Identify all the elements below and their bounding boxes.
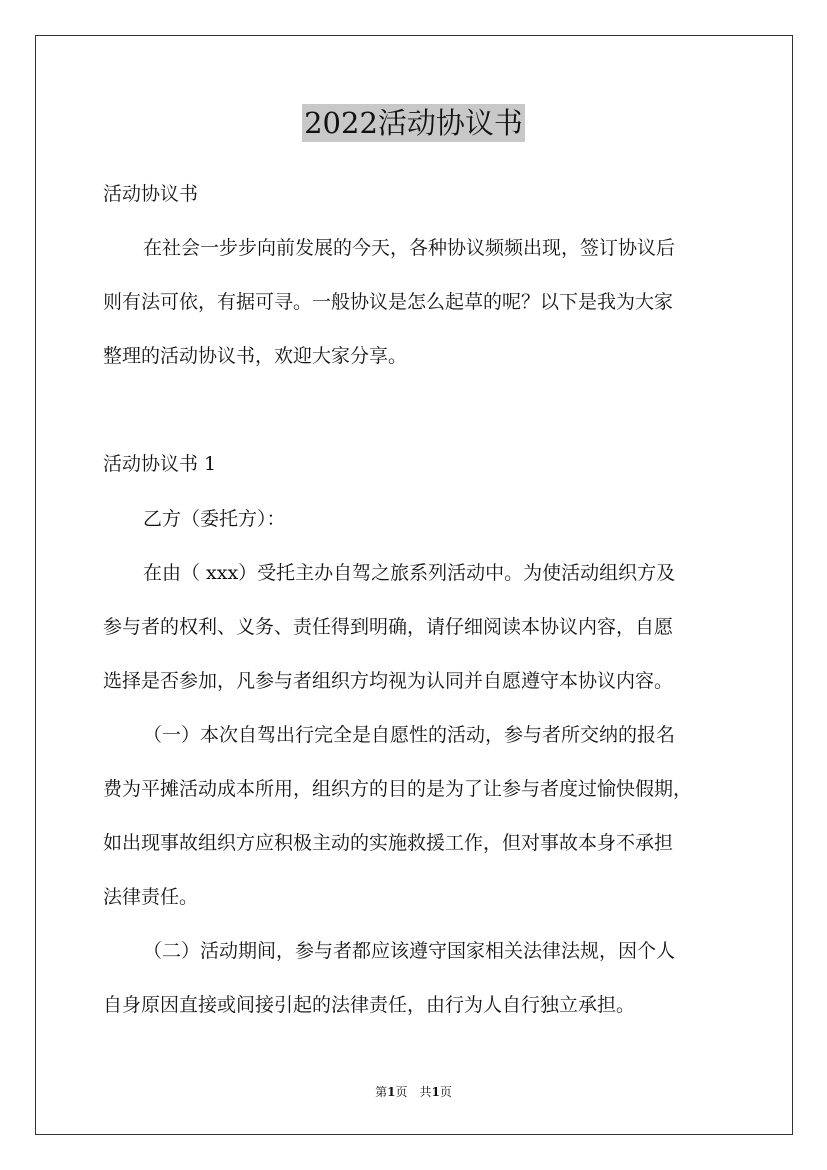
document-subtitle: 活动协议书 xyxy=(103,183,199,205)
footer-middle: 页 共 xyxy=(395,1085,432,1099)
footer-page-number: 1 xyxy=(387,1085,396,1099)
footer-prefix: 第 xyxy=(375,1085,388,1099)
footer-total-pages: 1 xyxy=(431,1085,440,1099)
body-line-8: （二）活动期间，参与者都应该遵守国家相关法律法规，因个人 xyxy=(143,940,676,962)
body-line-5: 费为平摊活动成本所用，组织方的目的是为了让参与者度过愉快假期， xyxy=(103,778,693,800)
body-line-4: （一）本次自驾出行完全是自愿性的活动，参与者所交纳的报名 xyxy=(143,724,676,746)
footer-suffix: 页 xyxy=(439,1085,452,1099)
intro-line-3: 整理的活动协议书，欢迎大家分享。 xyxy=(103,345,408,367)
title-container xyxy=(0,104,827,142)
body-line-3: 选择是否参加，凡参与者组织方均视为认同并自愿遵守本协议内容。 xyxy=(103,670,674,692)
section-heading: 活动协议书 1 xyxy=(103,453,217,475)
body-line-6: 如出现事故组织方应积极主动的实施救援工作，但对事故本身不承担 xyxy=(103,832,674,854)
intro-line-2: 则有法可依，有据可寻。一般协议是怎么起草的呢？以下是我为大家 xyxy=(103,291,674,313)
document-title: 2022活动协议书 xyxy=(304,106,523,140)
body-line-1: 在由（ xxx）受托主办自驾之旅系列活动中。为使活动组织方及 xyxy=(143,562,676,584)
page-footer xyxy=(0,1084,827,1100)
body-line-2: 参与者的权利、义务、责任得到明确，请仔细阅读本协议内容，自愿 xyxy=(103,616,674,638)
party-b-label: 乙方（委托方）： xyxy=(143,508,286,530)
body-line-7: 法律责任。 xyxy=(103,886,199,908)
intro-line-1: 在社会一步步向前发展的今天，各种协议频频出现，签订协议后 xyxy=(143,237,676,259)
body-line-9: 自身原因直接或间接引起的法律责任，由行为人自行独立承担。 xyxy=(103,994,636,1016)
